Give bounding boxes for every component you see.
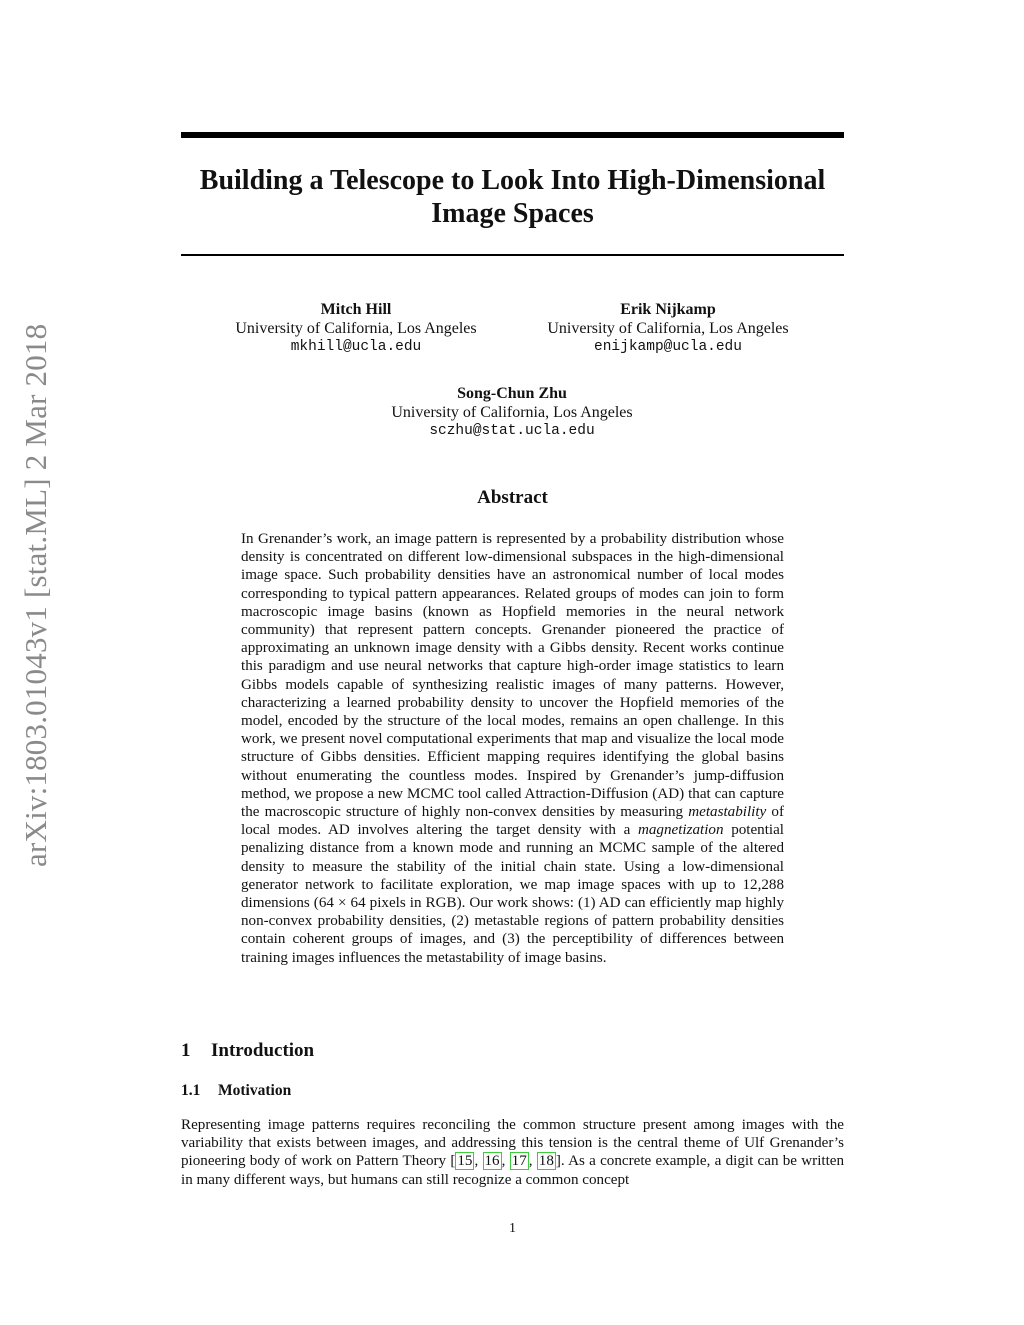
author-affiliation: University of California, Los Angeles (547, 320, 789, 337)
title-top-rule (181, 132, 844, 138)
abstract-body (241, 530, 784, 967)
author-name: Song-Chun Zhu (457, 385, 567, 402)
subsection-title: Motivation (218, 1082, 292, 1099)
author-name: Erik Nijkamp (620, 301, 716, 318)
arxiv-identifier-stamp: arXiv:1803.01043v1 [stat.ML] 2 Mar 2018 (18, 323, 53, 867)
abstract-text: of local modes. AD involves altering the target density with a (241, 804, 784, 839)
section-heading (181, 1039, 844, 1063)
subsection-number: 1.1 (181, 1082, 201, 1099)
author-affiliation: University of California, Los Angeles (235, 320, 477, 337)
abstract-emphasis: metastability (688, 804, 767, 821)
citation-separator: , (474, 1153, 483, 1170)
paper-title: Building a Telescope to Look Into High-Dimensional Image Spaces (199, 165, 826, 229)
citation-separator: , (501, 1153, 510, 1170)
intro-text: Representing image patterns requires reconciling the common structure present among images with the variability that exists between images, and addressing this tension is the central theme of Ulf Grenander’s pioneering body of work on Pattern Theory [ (181, 1117, 844, 1170)
author-affiliation: University of California, Los Angeles (391, 404, 633, 421)
intro-text: ]. As a concrete example, a digit can be written in many different ways, but humans can still recognize a common concept (181, 1153, 845, 1188)
abstract-emphasis: magnetization (637, 822, 724, 839)
author-block (342, 384, 682, 441)
abstract-text: potential penalizing distance from a known mode and running an MCMC sample of the altered density to measure the stability of the initial chain state. Using a low-dimensional generator network to facilitate exploration, we map image spaces with up to 12,288 dimensions (64 × 64 pixels in RGB). Our work shows: (1) AD can efficiently map highly non-convex probability densities, (2) metastable regions of pattern probability densities contain coherent groups of images, and (3) the perceptibility of differences between training images influences the metastability of image basins. (241, 822, 785, 966)
introduction-paragraph (181, 1116, 844, 1189)
citation-separator: , (528, 1153, 537, 1170)
author-email: sczhu@stat.ucla.edu (429, 423, 595, 439)
author-block (498, 300, 838, 357)
citation-link[interactable]: 15 (457, 1153, 473, 1170)
subsection-heading (181, 1081, 844, 1100)
abstract-text: In Grenander’s work, an image pattern is represented by a probability distribution whose density is concentrated on different low-dimensional subspaces in the high-dimensional image space. Such probability densities have an astronomical number of local modes corresponding to typical pattern appearances. Related groups of modes can join to form macroscopic image basins (known as Hopfield memories in the neural network community) that represent pattern concepts. Grenander pioneered the practice of approximating an unknown image density with a Gibbs density. Recent works continue this paradigm and use neural networks that capture high-order image statistics to learn Gibbs models capable of synthesizing realistic images of many patterns. However, characterizing a learned probability density to uncover the Hopfield memories of the model, encoded by the structure of the local modes, remains an open challenge. In this work, we present novel computational experiments that map and visualize the local mode structure of Gibbs densities. Efficient mapping requires identifying the global basins without enumerating the countless modes. Inspired by Grenander’s jump-diffusion method, we propose a new MCMC tool called Attraction-Diffusion (AD) that can capture the macroscopic structure of highly non-convex densities by measuring (241, 531, 784, 821)
citation-link[interactable]: 18 (538, 1153, 554, 1170)
title-bottom-rule (181, 254, 844, 256)
citation-link[interactable]: 16 (484, 1153, 500, 1170)
page-number: 1 (509, 1221, 516, 1236)
section-title: Introduction (211, 1040, 315, 1061)
author-email: mkhill@ucla.edu (290, 339, 422, 355)
author-email: enijkamp@ucla.edu (594, 339, 742, 355)
author-name: Mitch Hill (320, 301, 392, 318)
abstract-heading: Abstract (477, 487, 548, 508)
author-block (186, 300, 526, 357)
citation-link[interactable]: 17 (511, 1153, 527, 1170)
section-number: 1 (181, 1040, 191, 1061)
